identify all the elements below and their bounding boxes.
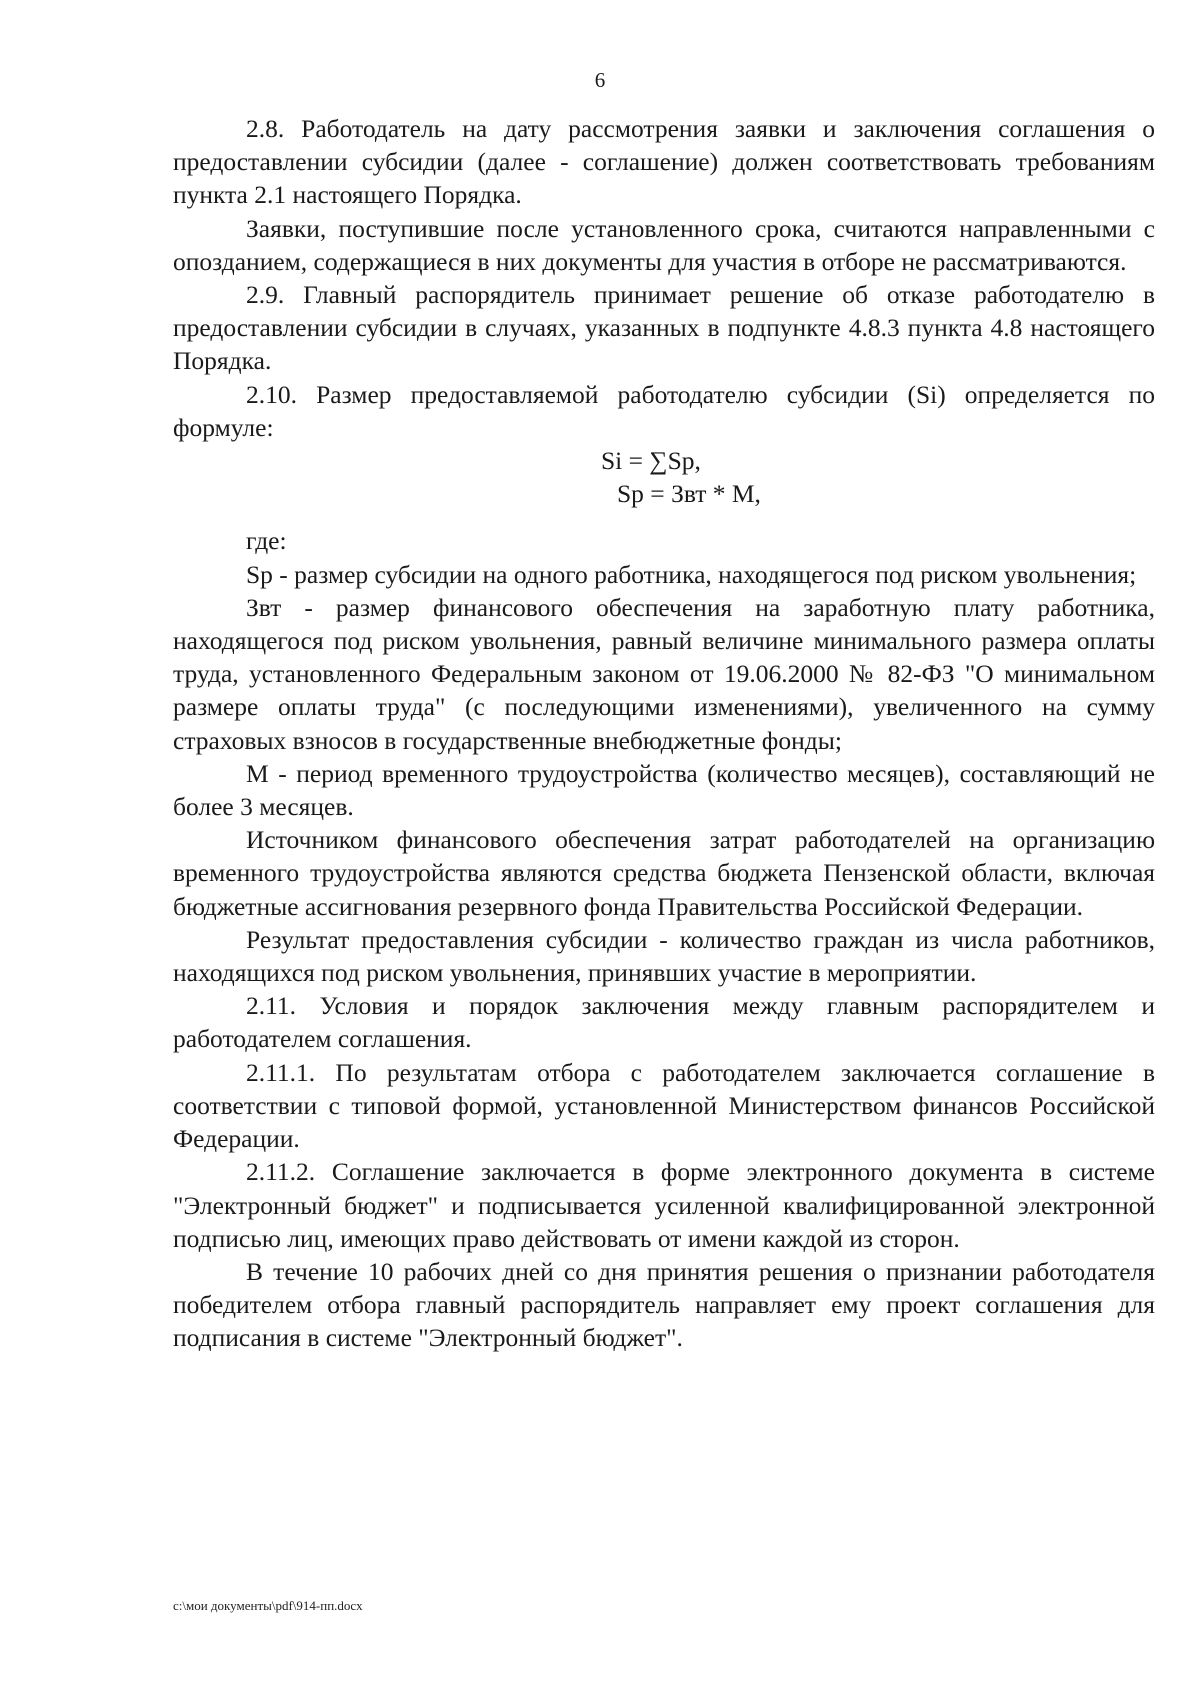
- formula-sp: Sp = Звт * М,: [617, 479, 761, 509]
- paragraph-2-11: 2.11. Условия и порядок заключения между главным распорядителем и работодателем соглашения.: [173, 991, 1155, 1054]
- paragraph-late-applications: Заявки, поступившие после установленного срока, считаются направленными с опозданием, содержащиеся в них документы для участия в отборе не рассматриваются.: [173, 213, 1155, 276]
- definition-zvt: Звт - размер финансового обеспечения на заработную плату работника, находящегося под риском увольнения, равный величине минимального размера оплаты труда, установленного Федеральным законом от 19.06.2000 № 82-ФЗ "О минимальном размере оплаты труда" (с последующими изменениями), увеличенного на сумму страховых взносов в государственные внебюджетные фонды;: [173, 592, 1155, 755]
- page-number: 6: [594, 68, 606, 92]
- paragraph-2-8: 2.8. Работодатель на дату рассмотрения заявки и заключения соглашения о предоставлении субсидии (далее - соглашение) должен соответствовать требованиям пункта 2.1 настоящего Порядка.: [173, 114, 1155, 210]
- paragraph-2-11-1: 2.11.1. По результатам отбора с работодателем заключается соглашение в соответствии с типовой формой, установленной Министерством финансов Российской Федерации.: [173, 1057, 1155, 1154]
- document-body: [173, 112, 1155, 1355]
- paragraph-where: где:: [246, 526, 287, 556]
- paragraph-subsidy-result: Результат предоставления субсидии - количество граждан из числа работников, находящихся под риском увольнения, принявших участие в мероприятии.: [173, 924, 1155, 988]
- footer-file-path: c:\мои документы\pdf\914-пп.docx: [173, 1598, 363, 1613]
- paragraph-2-10: 2.10. Размер предоставляемой работодателю субсидии (Si) определяется по формуле:: [173, 379, 1155, 442]
- definition-m: М - период временного трудоустройства (количество месяцев), составляющий не более 3 месяцев.: [173, 758, 1155, 822]
- definition-sp: Sp - размер субсидии на одного работника, находящегося под риском увольнения;: [246, 559, 1137, 589]
- paragraph-funding-source: Источником финансового обеспечения затрат работодателей на организацию временного трудоустройства являются средства бюджета Пензенской области, включая бюджетные ассигнования резервного фонда Правительства Российской Федерации.: [173, 825, 1155, 921]
- formula-si: Si = ∑Sp,: [601, 446, 701, 476]
- paragraph-2-9: 2.9. Главный распорядитель принимает решение об отказе работодателю в предоставлении субсидии в случаях, указанных в подпункте 4.8.3 пункта 4.8 настоящего Порядка.: [173, 280, 1155, 376]
- paragraph-10-days: В течение 10 рабочих дней со дня принятия решения о признании работодателя победителем отбора главный распорядитель направляет ему проект соглашения для подписания в системе "Электронный бюджет".: [173, 1256, 1155, 1353]
- paragraph-2-11-2: 2.11.2. Соглашение заключается в форме электронного документа в системе "Электронный бюджет" и подписывается усиленной квалифицированной электронной подписью лиц, имеющих право действовать от имени каждой из сторон.: [173, 1157, 1155, 1253]
